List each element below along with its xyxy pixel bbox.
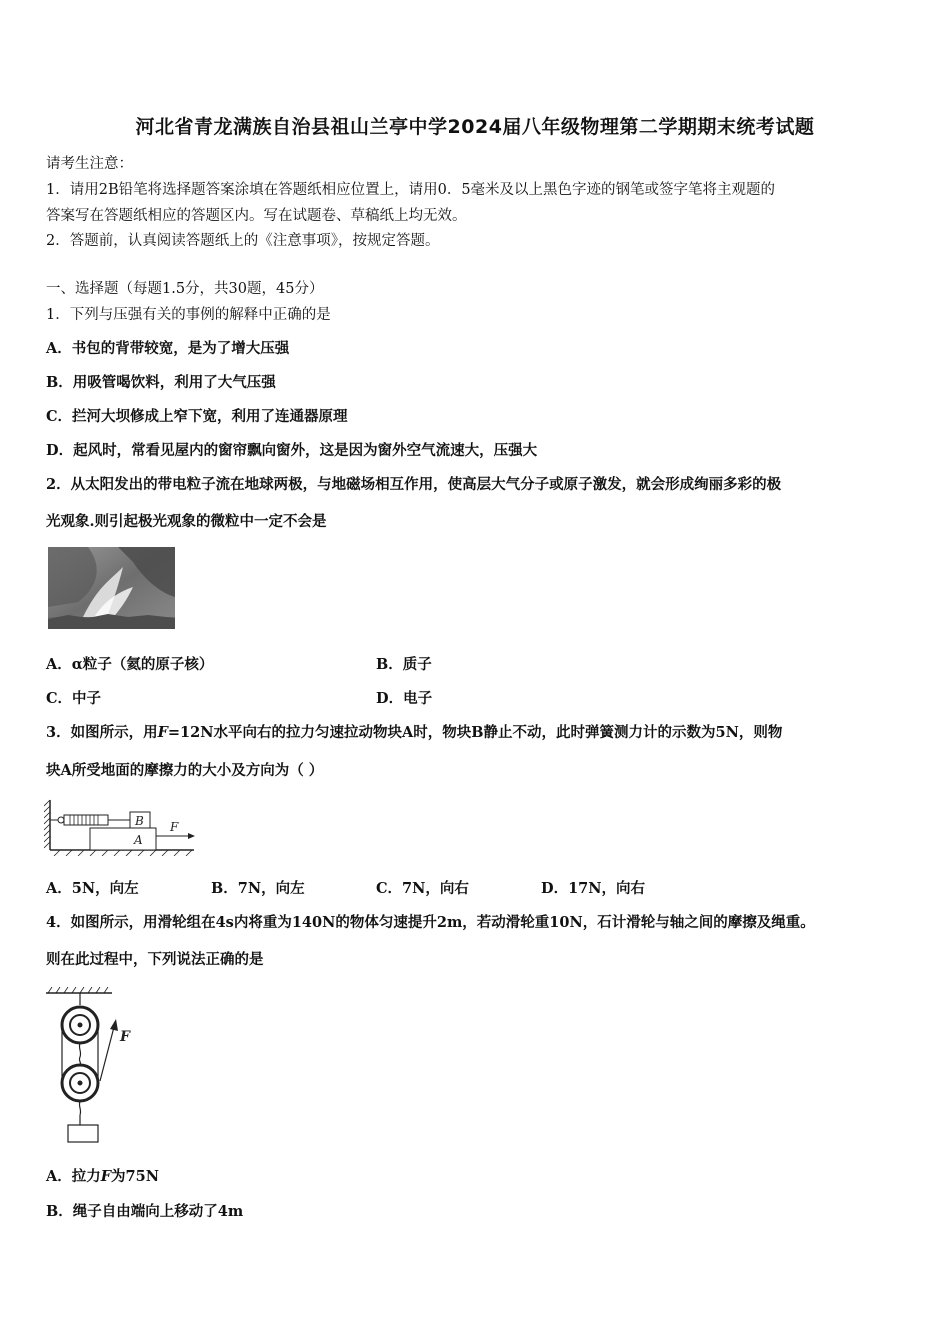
q4-stem-line-1: 4．如图所示，用滑轮组在4s内将重为140N的物体匀速提升2m，若动滑轮重10N，石计滑轮与轴之间的摩擦及绳重。 [46,914,815,931]
q1-stem: 1．下列与压强有关的事例的解释中正确的是 [46,307,331,323]
q3-stem-force-symbol: F [157,724,168,741]
q3-option-c: C．7N，向右 [376,880,469,897]
q2-option-b: B．质子 [376,656,432,673]
q3-stem-prefix: 3．如图所示，用 [46,724,158,741]
notice-item-2: 2．答题前，认真阅读答题纸上的《注意事项》，按规定答题。 [46,233,440,249]
q4-option-b: B．绳子自由端向上移动了4m [46,1203,244,1220]
notice-item-1-line-2: 答案写在答题纸相应的答题区内。写在试题卷、草稿纸上均无效。 [46,208,467,224]
aurora-photo [48,547,175,629]
q3-stem-line-1 [46,721,782,742]
q1-option-c: C．拦河大坝修成上窄下宽，利用了连通器原理 [46,408,348,425]
q3-option-b: B．7N，向左 [211,880,305,897]
q4-option-a-force-symbol: F [100,1168,112,1185]
q2-option-a: A．α粒子（氦的原子核） [46,656,214,673]
q2-option-d: D．电子 [376,690,433,707]
section-heading: 一、选择题（每题1.5分，共30题，45分） [46,281,324,297]
q3-option-d: D．17N，向右 [541,880,646,897]
notice-item-1-line-1: 1．请用2B铅笔将选择题答案涂填在答题纸相应位置上，请用0．5毫米及以上黑色字迹的钢笔或签字笔将主观题的 [46,182,776,198]
q1-option-d: D．起风时，常看见屋内的窗帘飘向窗外，这是因为窗外空气流速大，压强大 [46,442,538,459]
q4-option-a-prefix: A．拉力 [46,1168,101,1185]
q4-stem-line-2: 则在此过程中，下列说法正确的是 [46,951,264,968]
q2-stem-line-1: 2．从太阳发出的带电粒子流在地球两极，与地磁场相互作用，使高层大气分子或原子激发，就会形成绚丽多彩的极 [46,476,782,493]
q4-option-a [46,1165,159,1186]
q3-option-a: A．5N，向左 [46,880,139,897]
q1-option-a: A．书包的背带较宽，是为了增大压强 [46,340,290,357]
pulley-diagram [44,985,144,1145]
label-f: F [120,1029,130,1045]
page-title: 河北省青龙满族自治县祖山兰亭中学2024届八年级物理第二学期期末统考试题 [135,116,815,138]
label-b: B [135,814,144,828]
q1-option-b: B．用吸管喝饮料，利用了大气压强 [46,374,276,391]
q3-stem-line-2: 块A所受地面的摩擦力的大小及方向为（ ） [46,762,324,779]
q2-option-c: C．中子 [46,690,102,707]
q3-stem-suffix: =12N水平向右的拉力匀速拉动物块A时，物块B静止不动，此时弹簧测力计的示数为5N，则物 [167,724,783,741]
label-a: A [134,833,143,847]
spring-scale-diagram [44,798,196,856]
q4-option-a-suffix: 为75N [111,1168,159,1185]
notice-heading: 请考生注意： [46,156,133,172]
q2-stem-line-2: 光观象.则引起极光观象的微粒中一定不会是 [46,513,327,530]
label-f: F [170,820,179,834]
